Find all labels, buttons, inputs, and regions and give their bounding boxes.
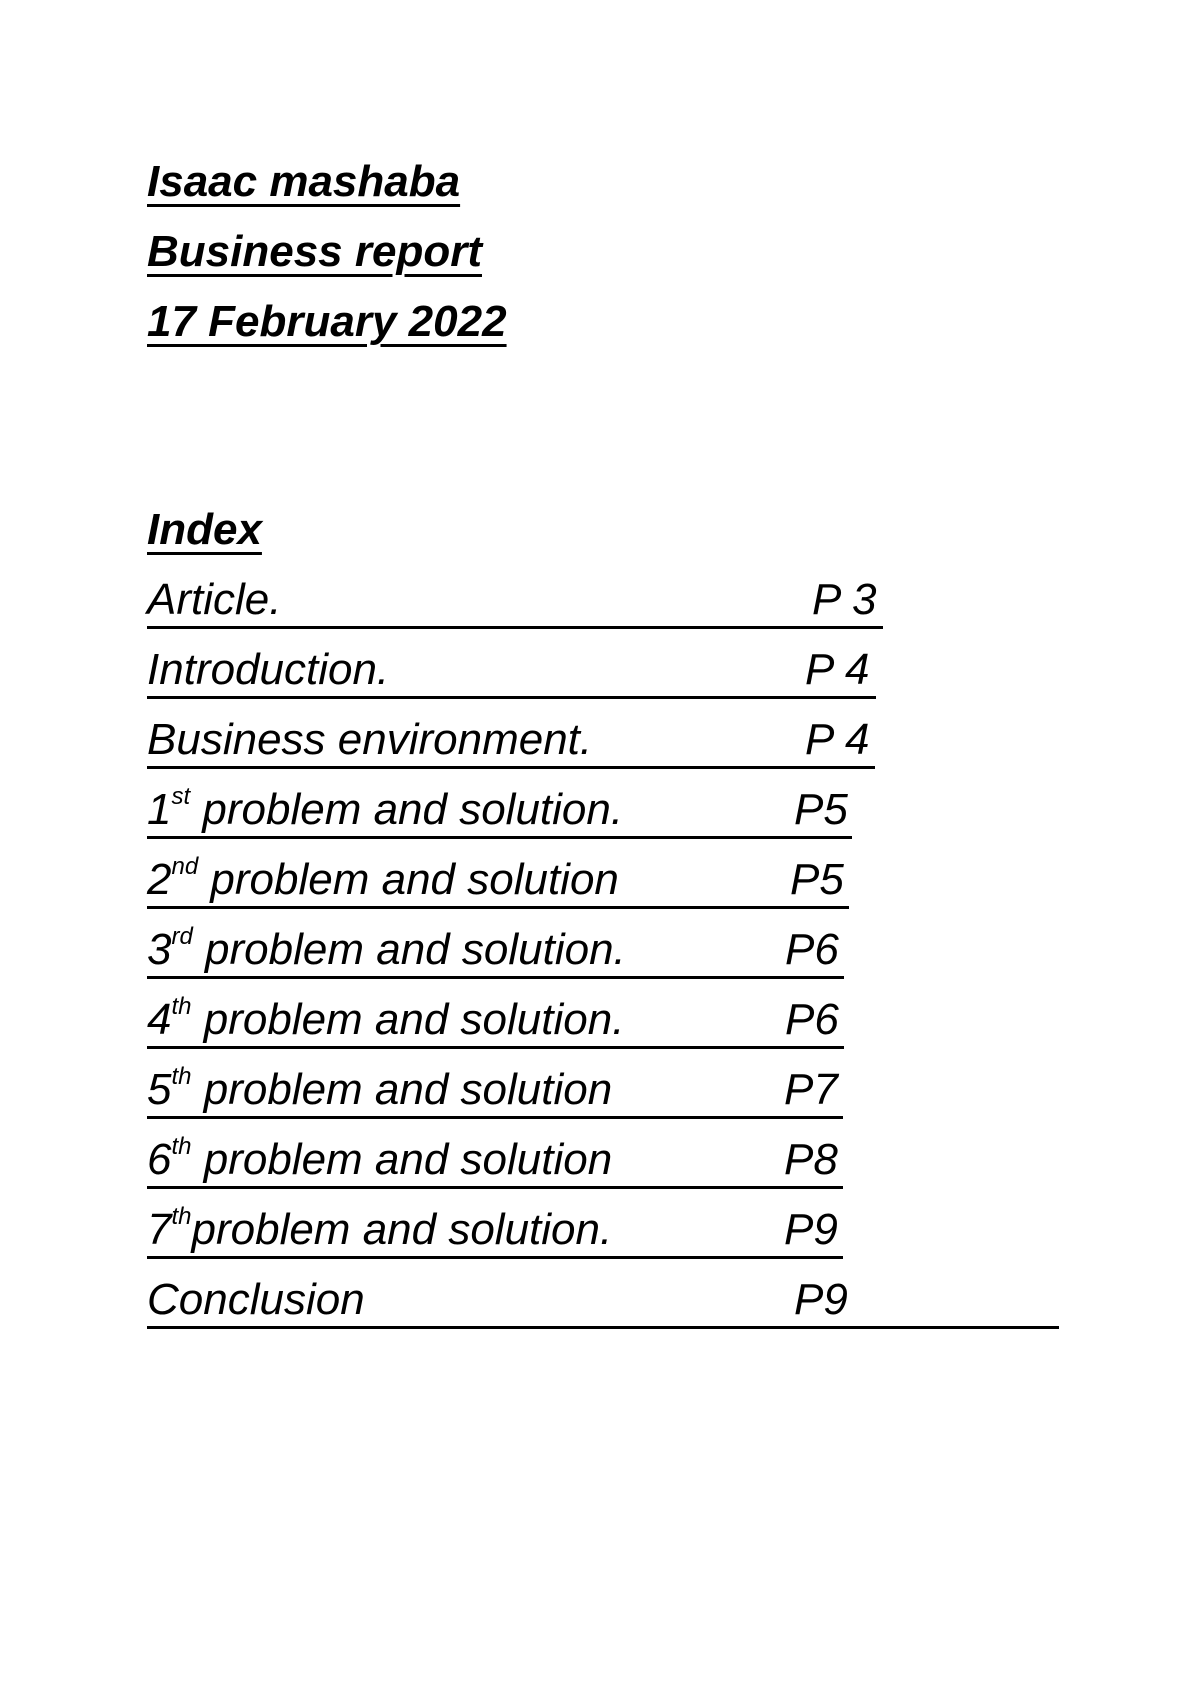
index-entry-page: P 4 bbox=[805, 715, 870, 764]
author-name: Isaac mashaba bbox=[147, 157, 461, 206]
index-entry bbox=[147, 783, 852, 839]
index-entry-page: P5 bbox=[794, 785, 848, 834]
index-entry bbox=[147, 993, 844, 1049]
report-title: Business report bbox=[147, 227, 482, 276]
index-entry-page: P 4 bbox=[805, 645, 870, 694]
index-entry-page: P6 bbox=[785, 995, 839, 1044]
index-entry-label bbox=[147, 783, 624, 834]
index-entry bbox=[147, 575, 883, 629]
index-entry-ordinal: nd bbox=[171, 853, 199, 880]
index-entry-text: problem and solution bbox=[191, 1135, 613, 1184]
index-entry-ordinal: th bbox=[171, 1063, 192, 1090]
index-entry bbox=[147, 645, 876, 699]
index-entry bbox=[147, 923, 844, 979]
index-entry-number: 4 bbox=[147, 995, 172, 1044]
index-entry-number: 1 bbox=[147, 785, 172, 834]
index-entry-label: Conclusion bbox=[147, 1275, 365, 1324]
index-entry-label: Introduction. bbox=[147, 645, 390, 694]
index-entry bbox=[147, 1275, 1059, 1329]
index-entry bbox=[147, 853, 849, 909]
index-entry bbox=[147, 1063, 843, 1119]
report-date: 17 February 2022 bbox=[147, 297, 507, 346]
index-entry-number: 3 bbox=[147, 925, 172, 974]
index-entry-label bbox=[147, 993, 625, 1044]
index-entry bbox=[147, 1203, 843, 1259]
index-entry-ordinal: st bbox=[171, 783, 191, 810]
index-entry-label bbox=[147, 923, 626, 974]
index-entry-ordinal: th bbox=[171, 993, 192, 1020]
index-entry-text: problem and solution. bbox=[191, 995, 625, 1044]
index-entry-page: P 3 bbox=[812, 575, 877, 624]
index-entry bbox=[147, 1133, 843, 1189]
index-entry-page: P9 bbox=[784, 1205, 838, 1254]
index-entry-text: problem and solution. bbox=[191, 1205, 613, 1254]
index-entry-number: 2 bbox=[147, 855, 172, 904]
index-entry-label bbox=[147, 1063, 613, 1114]
index-entry-number: 7 bbox=[147, 1205, 172, 1254]
index-entry-text: problem and solution bbox=[191, 1065, 613, 1114]
index-entry-page: P6 bbox=[785, 925, 839, 974]
index-entry-number: 6 bbox=[147, 1135, 172, 1184]
index-entry-ordinal: th bbox=[171, 1133, 192, 1160]
index-entry-label: Business environment. bbox=[147, 715, 593, 764]
index-entry-label bbox=[147, 1203, 613, 1254]
index-heading: Index bbox=[147, 505, 262, 554]
index-entry-ordinal: th bbox=[171, 1203, 192, 1230]
index-entry-page: P7 bbox=[784, 1065, 838, 1114]
index-entry-label bbox=[147, 1133, 613, 1184]
index-entry-text: problem and solution bbox=[198, 855, 619, 904]
index-entry-text: problem and solution. bbox=[190, 785, 624, 834]
index-entry-text: problem and solution. bbox=[192, 925, 626, 974]
index-entry-number: 5 bbox=[147, 1065, 172, 1114]
index-entry-ordinal: rd bbox=[171, 923, 193, 950]
index-entry-page: P5 bbox=[790, 855, 844, 904]
index-entry-page: P9 bbox=[794, 1275, 848, 1324]
index-entry-page: P8 bbox=[784, 1135, 838, 1184]
index-entry-label: Article. bbox=[147, 575, 282, 624]
index-entry-label bbox=[147, 853, 619, 904]
index-entry bbox=[147, 715, 875, 769]
